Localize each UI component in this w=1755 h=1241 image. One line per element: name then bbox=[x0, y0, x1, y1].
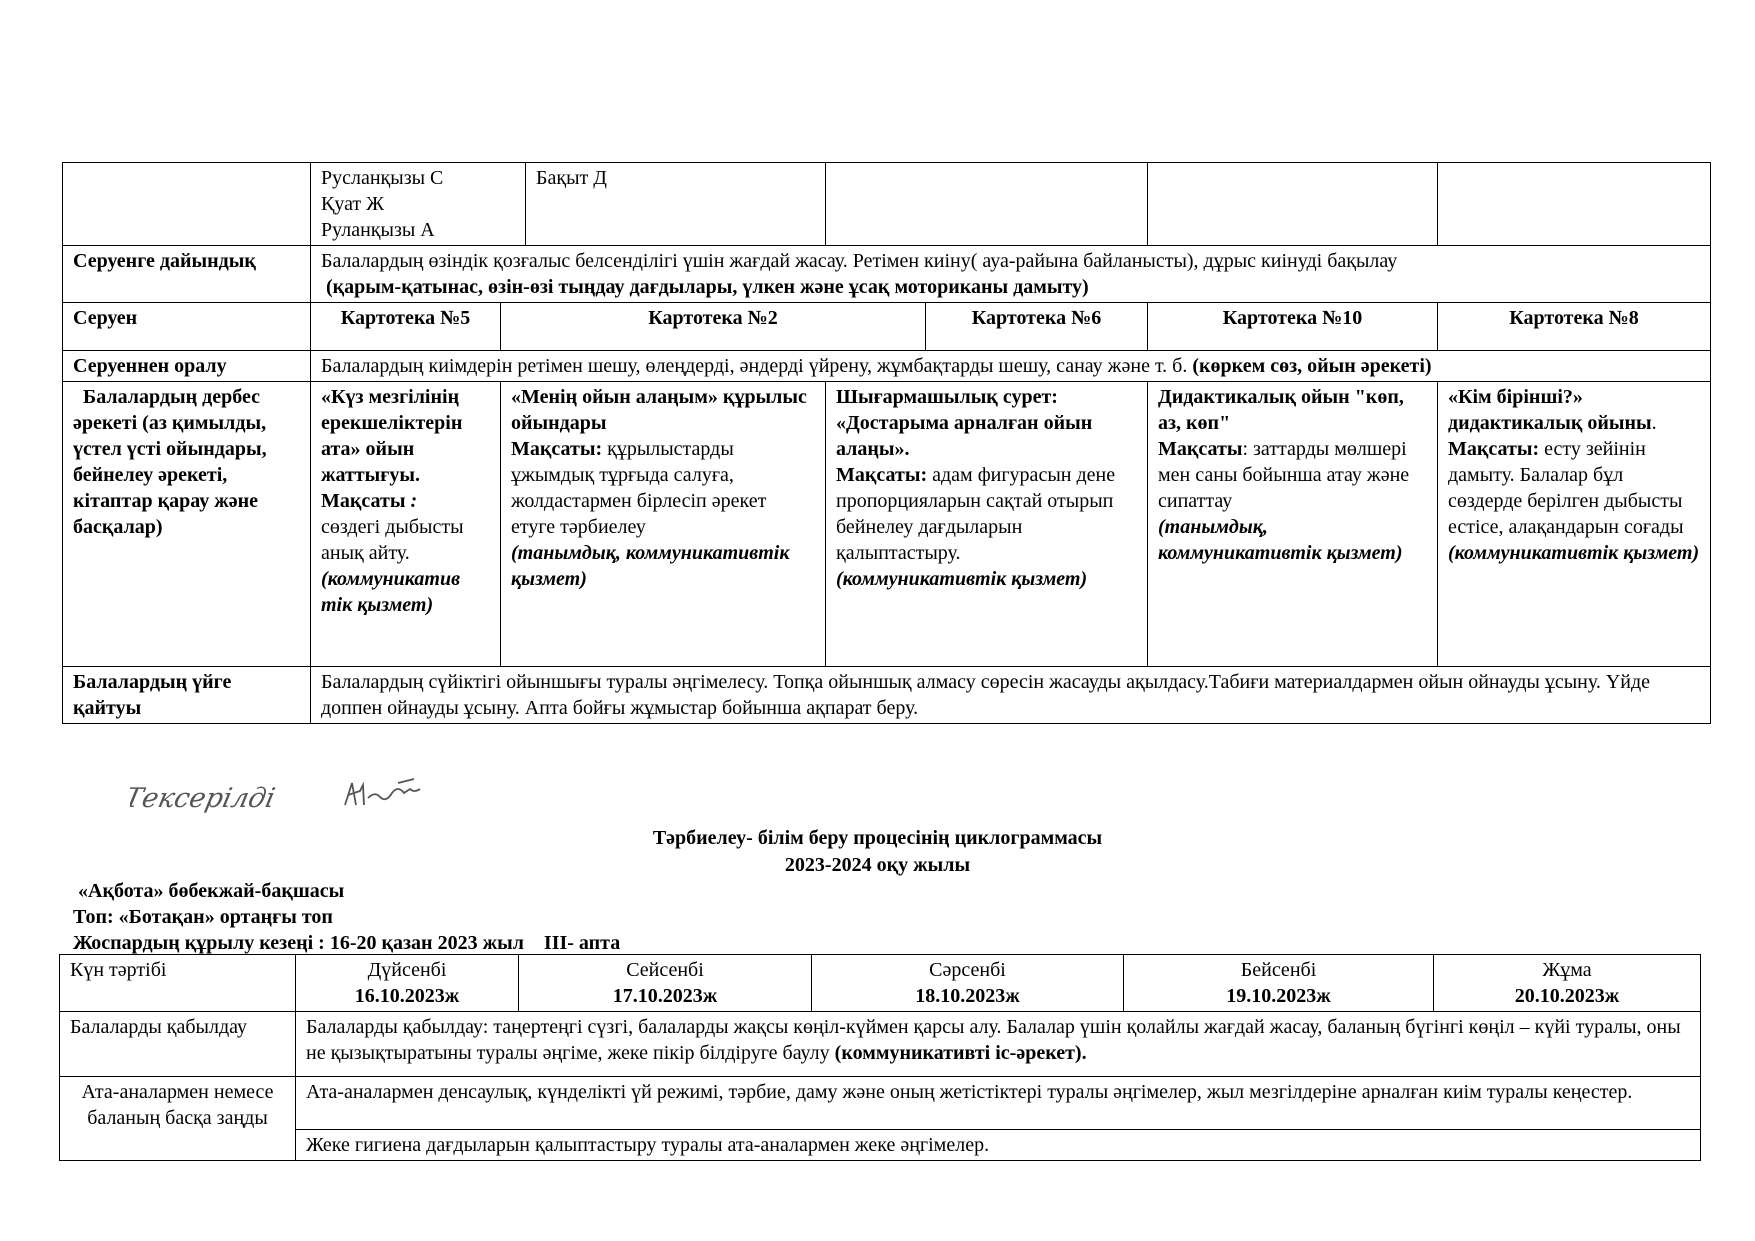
page-title: Тәрбиелеу- білім беру процесінің циклограммасы bbox=[652, 827, 1103, 849]
card-file-cell: Картотека №5 bbox=[311, 303, 501, 351]
table-row bbox=[63, 303, 1711, 351]
checked-signature bbox=[130, 763, 460, 823]
column-header-thursday: Бейсенбі 19.10.2023ж bbox=[1124, 955, 1434, 1012]
plan-period: Жоспардың құрылу кезеңі : 16-20 қазан 2023 жыл ІІІ- апта bbox=[73, 932, 621, 954]
going-home-text: Балалардың сүйіктігі ойыншығы туралы әңгімелесу. Топқа ойыншық алмасу сөресін жасауды ақылдасу.Табиғи материалдармен ойын ойнауды ұсыну. Үйде доппен ойнауды ұсыну. Апта бойғы жұмыстар бойынша ақпарат беру. bbox=[311, 667, 1711, 724]
reception-text: Балаларды қабылдау: таңертеңгі сүзгі, балаларды жақсы көңіл-күймен қарсы алу. Балалар үшін қолайлы жағдай жасау, баланың бүгінгі көңіл – күйі туралы, оны не қызықтыратыны туралы әңгіме, жеке пікір білдіруге баулу (коммуникативті іс-әрекет). bbox=[296, 1012, 1701, 1077]
activity-cell-monday: «Күз мезгілінің ерекшеліктерін ата» ойын жаттығуы. Мақсаты : сөздегі дыбысты анық айту. (коммуникатив тік қызмет) bbox=[311, 382, 501, 667]
children-names-cell bbox=[311, 163, 526, 246]
row-label-return: Серуеннен оралу bbox=[63, 351, 311, 382]
table-row bbox=[60, 1012, 1701, 1077]
card-file-cell: Картотека №6 bbox=[926, 303, 1148, 351]
daily-routine-table bbox=[59, 954, 1701, 1161]
activity-cell-wednesday: Шығармашылық сурет: «Достарыма арналған ойын алаңы». Мақсаты: адам фигурасын дене пропорцияларын сақтай отырып бейнелеу дағдыларын қалыптастыру. (коммуникативтік қызмет) bbox=[826, 382, 1148, 667]
activity-cell-thursday: Дидактикалық ойын "көп, аз, көп" Мақсаты: заттарды мөлшері мен саны бойынша атау және сипаттау (танымдық, коммуникативтік қызмет) bbox=[1148, 382, 1438, 667]
table-row bbox=[63, 382, 1711, 667]
table-row bbox=[60, 1130, 1701, 1161]
table-row bbox=[63, 163, 1711, 246]
row-label-parents: Ата-аналармен немесе баланың басқа заңды bbox=[60, 1077, 296, 1161]
group-name: Топ: «Ботақан» ортаңғы топ bbox=[73, 906, 333, 928]
table-row bbox=[63, 246, 1711, 303]
activity-cell-tuesday: «Менің ойын алаңым» құрылыс ойындары Мақсаты: құрылыстарды ұжымдық тұрғыда салуға, жолдастармен бірлесіп әрекет етуге тәрбиелеу (танымдық, коммуникативтік қызмет) bbox=[501, 382, 826, 667]
row-label-walk: Серуен bbox=[63, 303, 311, 351]
row-label-reception: Балаларды қабылдау bbox=[60, 1012, 296, 1077]
empty-label-cell bbox=[63, 163, 311, 246]
column-header-monday: Дүйсенбі 16.10.2023ж bbox=[296, 955, 519, 1012]
column-header-tuesday: Сейсенбі 17.10.2023ж bbox=[519, 955, 812, 1012]
table-row bbox=[60, 1077, 1701, 1130]
empty-cell bbox=[1438, 163, 1711, 246]
kindergarten-name: «Ақбота» бөбекжай-бақшасы bbox=[73, 880, 345, 902]
child-name: Қуат Ж bbox=[321, 193, 385, 215]
child-name-cell bbox=[526, 163, 826, 246]
row-label-walk-prep: Серуенге дайындық bbox=[63, 246, 311, 303]
weekly-plan-table-continued bbox=[62, 162, 1711, 724]
row-label-independent-activity: Балалардың дербес әрекеті (аз қимылды, үстел үсті ойындары, бейнелеу әрекеті, кітаптар қарау және басқалар) bbox=[63, 382, 311, 667]
column-header-wednesday: Сәрсенбі 18.10.2023ж bbox=[812, 955, 1124, 1012]
child-name: Русланқызы С bbox=[321, 167, 444, 189]
school-year: 2023-2024 оқу жылы bbox=[784, 854, 971, 876]
signature-text: Тексерілді bbox=[130, 783, 278, 814]
table-row bbox=[63, 351, 1711, 382]
row-label-going-home: Балалардың үйге қайтуы bbox=[63, 667, 311, 724]
column-header-routine: Күн тәртібі bbox=[60, 955, 296, 1012]
parents-text-1: Ата-аналармен денсаулық, күнделікті үй режимі, тәрбие, даму және оның жетістіктері туралы әңгімелер, жыл мезгілдеріне арналған киім туралы кеңестер. bbox=[296, 1077, 1701, 1130]
card-file-cell: Картотека №10 bbox=[1148, 303, 1438, 351]
parents-text-2: Жеке гигиена дағдыларын қалыптастыру туралы ата-аналармен жеке әңгімелер. bbox=[296, 1130, 1701, 1161]
walk-prep-text: Балалардың өзіндік қозғалыс белсенділігі үшін жағдай жасау. Ретімен киіну( ауа-райына байланысты), дұрыс киінуді бақылау (қарым-қатынас, өзін-өзі тыңдау дағдылары, үлкен және ұсақ моториканы дамыту) bbox=[311, 246, 1711, 303]
card-file-cell: Картотека №8 bbox=[1438, 303, 1711, 351]
child-name: Бақыт Д bbox=[536, 167, 607, 189]
table-row bbox=[63, 667, 1711, 724]
activity-cell-friday: «Кім бірінші?» дидактикалық ойыны. Мақсаты: есту зейінін дамыту. Балалар бұл сөздерде берілген дыбысты естісе, алақандарын соғады (коммуникативтік қызмет) bbox=[1438, 382, 1711, 667]
card-file-cell: Картотека №2 bbox=[501, 303, 926, 351]
return-text: Балалардың киімдерін ретімен шешу, өлеңдерді, әндерді үйрену, жұмбақтарды шешу, санау және т. б. (көркем сөз, ойын әрекеті) bbox=[311, 351, 1711, 382]
handwritten-signature-icon bbox=[130, 763, 460, 823]
empty-cell bbox=[826, 163, 1148, 246]
child-name: Руланқызы А bbox=[321, 219, 435, 241]
table-header-row bbox=[60, 955, 1701, 1012]
empty-cell bbox=[1148, 163, 1438, 246]
column-header-friday: Жұма 20.10.2023ж bbox=[1434, 955, 1701, 1012]
